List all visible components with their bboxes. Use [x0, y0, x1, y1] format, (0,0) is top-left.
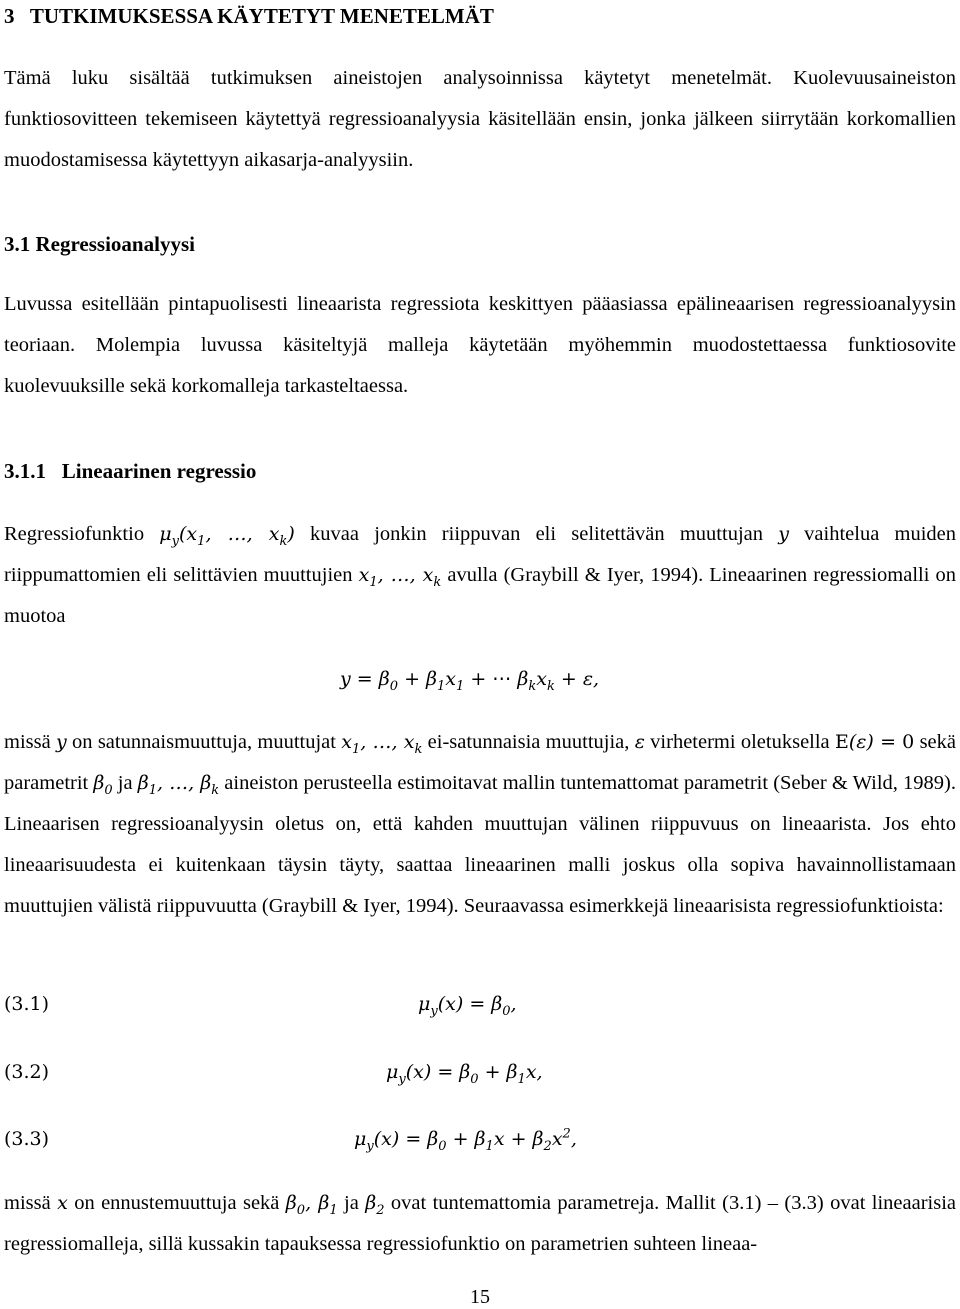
linear-model-equation	[0, 668, 960, 698]
math-expectation: E(ε) = 0	[834, 731, 915, 753]
text-run: kuvaa jonkin riippuvan eli selitettävän muuttujan	[294, 523, 779, 545]
math-y: y	[778, 523, 789, 545]
math-epsilon: ε	[634, 731, 645, 753]
text-run: on satunnaismuuttuja, muuttujat	[66, 731, 342, 753]
intro-paragraph: Tämä luku sisältää tutkimuksen aineistojen analysoinnissa käytetyt menetelmät. Kuolevuusaineiston funktiosovitteen tekemiseen käytettyä regressioanalyysia käsitellään ensin, jonka jälkeen siirrytään korkomallien muodostamisessa käytettyyn aikasarja-analyysiin.	[4, 67, 956, 171]
text-run: ja	[337, 1192, 366, 1214]
model-description-paragraph	[4, 722, 956, 927]
equation-number: (3.2)	[4, 1061, 50, 1083]
text-run: Regressiofunktio	[4, 523, 160, 545]
math-mu-y-function: $\mu_y(x_1$, …, $x_k$)	[159, 523, 295, 549]
math-y: y	[56, 731, 67, 753]
math-beta-list: $\beta_1$, …, $\beta_k$	[137, 772, 220, 798]
text-run: avulla (Graybill & Iyer, 1994). Lineaarinen regressiomalli on muotoa	[4, 564, 956, 627]
text-run: aineiston perusteella estimoitavat mallin tuntemattomat parametrit (Seber & Wild, 1989). Lineaarisen regressioanalyysin oletus on, että kahden muuttujan välinen riippuvuus on lineaarista. Jos ehto lineaarisuudesta ei kuitenkaan täysin täyty, saattaa lineaarinen malli joskus olla sopiva havainnollistamaan muuttujien välistä riippuvuutta (Graybill & Iyer, 1994). Seuraavassa esimerkkejä lineaarisista regressiofunktioista:	[4, 772, 956, 917]
text-run: vaihtelua muiden riippumattomien eli selittävien muuttujien	[4, 523, 957, 586]
text-run: ovat tuntemattomia parametreja. Mallit (3.1) – (3.3) ovat lineaarisia regressiomalleja, sillä kussakin tapauksessa regressiofunktio on parametrien suhteen lineaa-	[4, 1192, 957, 1255]
math-x-list: $x_1$, …, $x_k$	[341, 731, 423, 757]
equation-body: $\mu_y(x) = \beta_0 + \beta_1x + \beta_2x^2$,	[354, 1126, 577, 1154]
math-x: x	[57, 1192, 68, 1214]
section-3-1-paragraph: Luvussa esitellään pintapuolisesti lineaarista regressiota keskittyen pääasiassa epälineaarisen regressioanalyysin teoriaan. Molempia luvussa käsiteltyjä malleja käytetään myöhemmin muodostettaessa funktiosovite kuolevuuksille sekä korkomalleja tarkasteltaessa.	[4, 293, 956, 397]
equation-number: (3.1)	[4, 993, 50, 1015]
section-heading-3-1: 3.1 Regressioanalyysi	[4, 232, 195, 256]
equation-body: $y = \beta_0 + \beta_1x_1$ + ⋯ $\beta_kx_k + \varepsilon$,	[340, 668, 600, 694]
text-run: on ennustemuuttuja sekä	[67, 1192, 286, 1214]
subsection-heading-3-1-1: 3.1.1 Lineaarinen regressio	[4, 459, 257, 483]
regression-intro-paragraph	[4, 514, 956, 637]
text-run: ei-satunnaisia muuttujia,	[422, 731, 635, 753]
equation-body: $\mu_y(x) = \beta_0$,	[418, 993, 517, 1019]
equation-3-2	[0, 1061, 960, 1091]
equation-body: $\mu_y(x) = \beta_0 + \beta_1x$,	[386, 1061, 543, 1087]
text-run: missä	[4, 731, 56, 753]
equation-3-1	[0, 993, 960, 1023]
math-x-list: $x_1$, …, $x_k$	[358, 564, 442, 590]
page-number: 15	[470, 1286, 490, 1308]
math-beta-0-1: $\beta_0$, $\beta_1$	[285, 1192, 338, 1218]
chapter-heading: 3 TUTKIMUKSESSA KÄYTETYT MENETELMÄT	[4, 4, 494, 28]
equation-number: (3.3)	[4, 1128, 50, 1150]
math-beta-0: $\beta_0$	[93, 772, 113, 798]
text-run: virhetermi oletuksella	[644, 731, 835, 753]
text-run: ja	[112, 772, 138, 794]
equation-3-3	[0, 1128, 960, 1158]
closing-paragraph	[4, 1183, 956, 1265]
math-beta-2: $\beta_2$	[365, 1192, 385, 1218]
text-run: missä	[4, 1192, 58, 1214]
text-run: sekä parametrit	[4, 731, 956, 794]
